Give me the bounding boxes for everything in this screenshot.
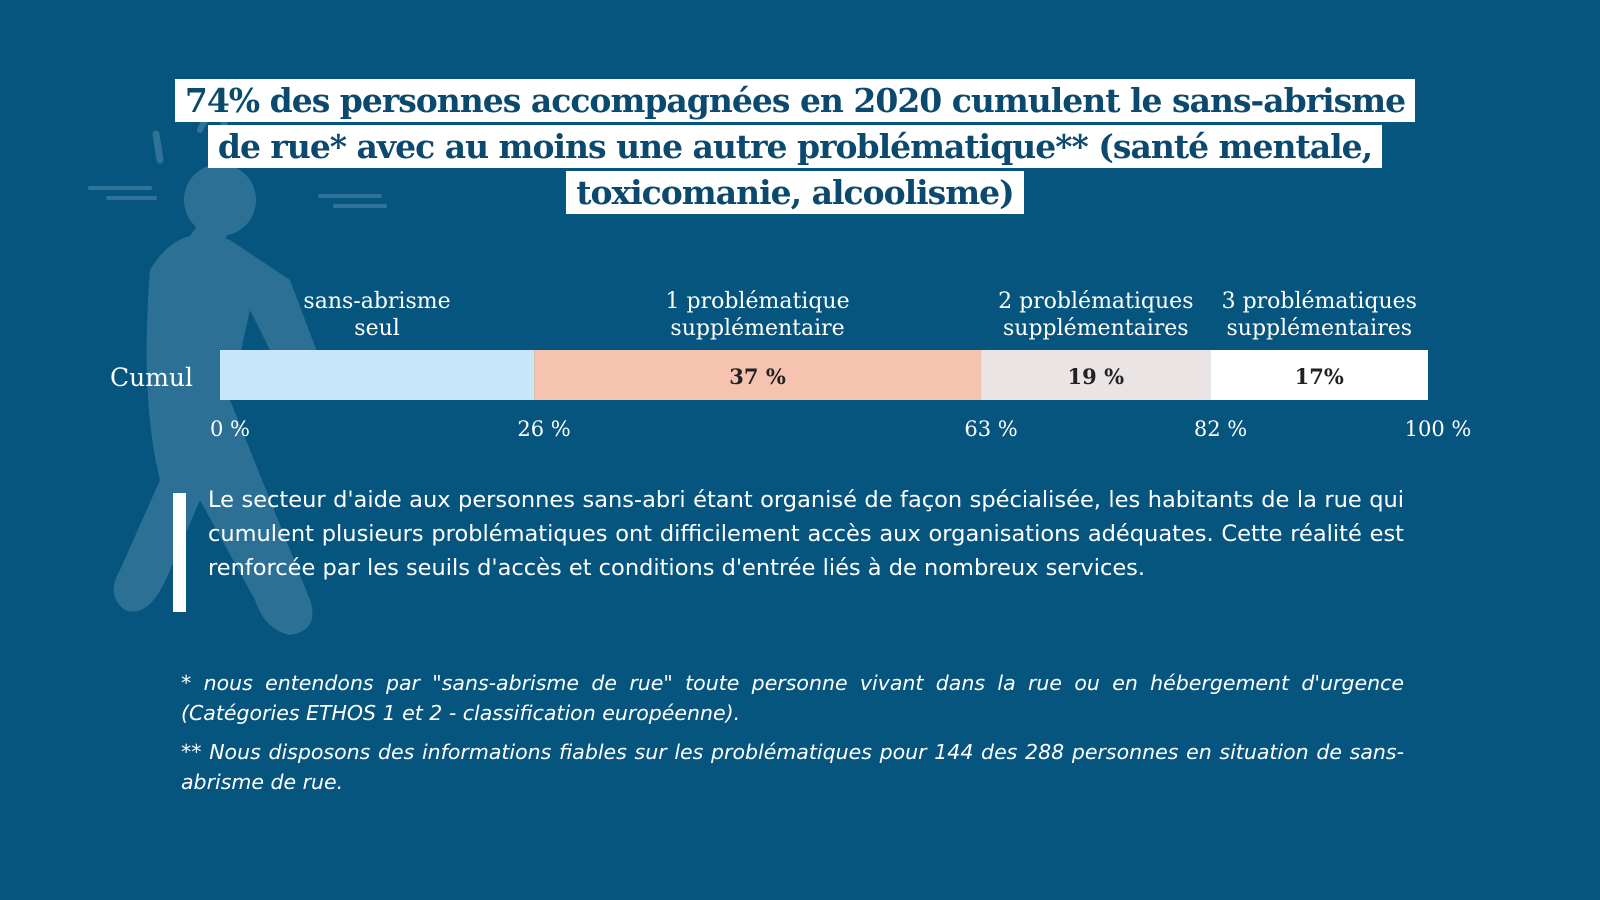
data-label-3: 17% xyxy=(1294,364,1344,389)
segment-name-3: 3 problématiques supplémentaires xyxy=(1221,289,1417,341)
x-tick-label-1: 26 % xyxy=(517,417,571,441)
quote-accent-bar xyxy=(173,493,186,612)
x-tick-label-4: 100 % xyxy=(1404,417,1472,441)
segment-name-1: 1 problématique supplémentaire xyxy=(665,289,850,341)
bar-segment-0 xyxy=(220,350,534,400)
footnotes xyxy=(181,668,1404,806)
data-label-1: 37 % xyxy=(729,364,786,389)
segment-name-0: sans-abrisme seul xyxy=(303,289,451,341)
x-tick-label-3: 82 % xyxy=(1193,417,1248,441)
segment-name-2: 2 problématiques supplémentaires xyxy=(998,289,1194,341)
footnote-2: ** Nous disposons des informations fiables sur les problématiques pour 144 des 288 personnes en situation de sans-abrisme de rue. xyxy=(181,740,1404,794)
x-tick-label-0: 0 % xyxy=(210,417,250,441)
footnote-1: * nous entendons par "sans-abrisme de rue" toute personne vivant dans la rue ou en hébergement d'urgence (Catégories ETHOS 1 et 2 - classification européenne). xyxy=(181,671,1404,725)
chart-title: 74% des personnes accompagnées en 2020 cumulent le sans-abrisme de rue* avec au moins une autre problématique** (santé mentale, toxicomanie, alcoolisme) xyxy=(175,79,1415,214)
category-label: Cumul xyxy=(110,363,194,392)
data-label-2: 19 % xyxy=(1067,364,1125,389)
x-tick-label-2: 63 % xyxy=(964,417,1018,441)
body-paragraph: Le secteur d'aide aux personnes sans-abri étant organisé de façon spécialisée, les habitants de la rue qui cumulent plusieurs problématiques ont difficilement accès aux organisations adéquates. Cette réalité est renforcée par les seuils d'accès et conditions d'entrée liés à de nombreux services. xyxy=(208,487,1404,581)
